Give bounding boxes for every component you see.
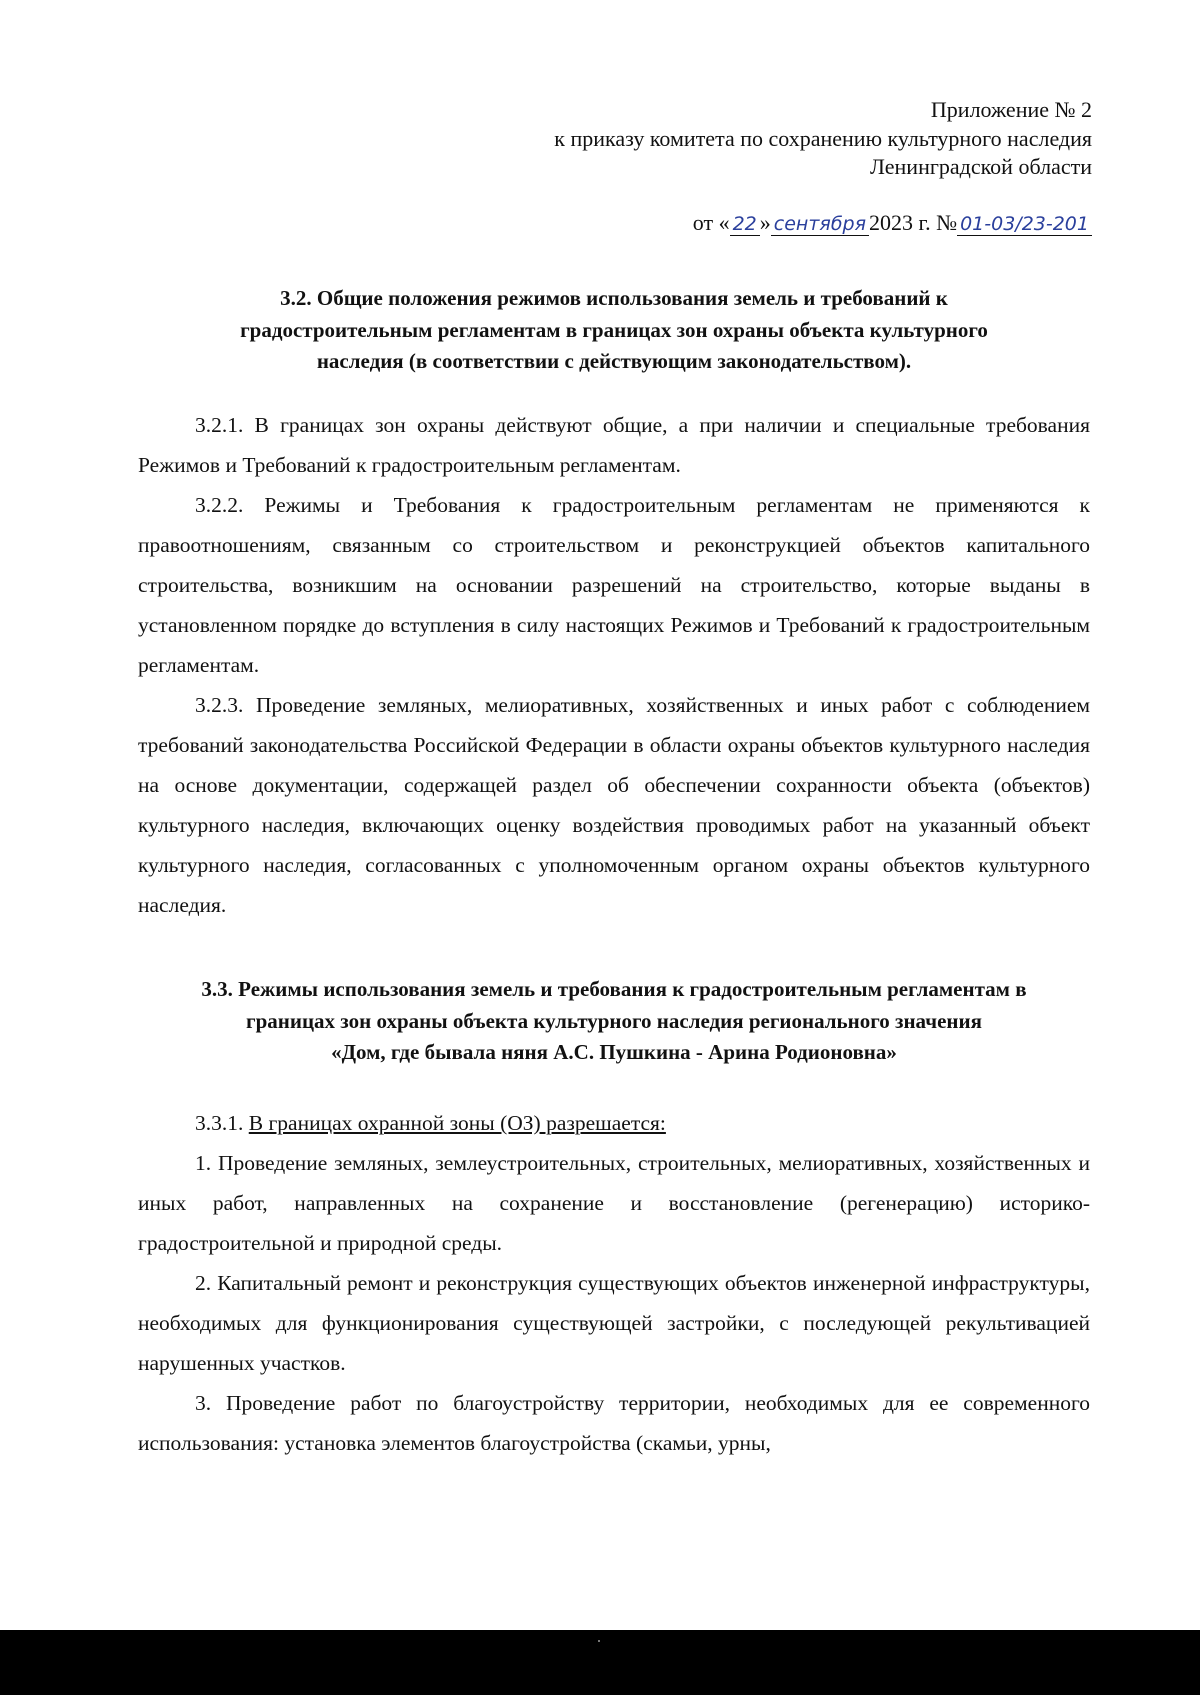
section-3-3-title-line-3: «Дом, где бывала няня А.С. Пушкина - Арина Родионовна»	[331, 1040, 897, 1064]
paragraph-3-2-2: 3.2.2. Режимы и Требования к градостроительным регламентам не применяются к правоотношениям, связанным со строительством и реконструкцией объектов капитального строительства, возникшим на основании разрешений на строительство, которые выданы в установленном порядке до вступления в силу настоящих Режимов и Требований к градостроительным регламентам.	[138, 493, 1090, 677]
section-3-3-title-line-2: границах зон охраны объекта культурного наследия регионального значения	[246, 1008, 982, 1033]
order-date-line	[554, 208, 1092, 239]
list-item-1: 1. Проведение земляных, землеустроительных, строительных, мелиоративных, хозяйственных и иных работ, направленных на сохранение и восстановление (регенерацию) историко-градостроительной и природной среды.	[138, 1151, 1090, 1255]
appendix-number: Приложение № 2	[930, 97, 1092, 122]
paragraph-3-2-1: 3.2.1. В границах зон охраны действуют общие, а при наличии и специальные требования Режимов и Требований к градостроительным регламентам.	[138, 413, 1090, 477]
order-reference: к приказу комитета по сохранению культурного наследия	[554, 125, 1092, 151]
order-year: 2023 г. №	[869, 209, 958, 235]
handwritten-order-number: 01-03/23-201	[957, 213, 1092, 236]
quote-close: »	[759, 209, 771, 235]
section-3-3-title-line-1: 3.3. Режимы использования земель и требования к градостроительным регламентам в	[201, 977, 1027, 1001]
region-name: Ленинградской области	[870, 154, 1092, 179]
handwritten-day: 22	[730, 213, 760, 236]
section-3-2-title-block	[138, 283, 1090, 378]
section-3-3-title-block	[138, 974, 1090, 1069]
scan-bottom-border	[0, 1630, 1200, 1695]
handwritten-month: сентября	[771, 213, 869, 236]
date-prefix: от «	[692, 209, 730, 235]
subsection-heading-text: В границах охранной зоны (ОЗ) разрешается:	[248, 1111, 666, 1135]
list-item-3: 3. Проведение работ по благоустройству территории, необходимых для ее современного использования: установка элементов благоустройства (скамьи, урны,	[138, 1391, 1090, 1455]
section-3-2-body	[138, 405, 1090, 925]
paragraph-3-2-3: 3.2.3. Проведение земляных, мелиоративных, хозяйственных и иных работ с соблюдением требований законодательства Российской Федерации в области охраны объектов культурного наследия на основе документации, содержащей раздел об обеспечении сохранности объекта (объектов) культурного наследия, включающих оценку воздействия проводимых работ на указанный объект культурного наследия, согласованных с уполномоченным органом охраны объектов культурного наследия.	[138, 693, 1090, 917]
appendix-header	[554, 96, 1092, 239]
scan-artifact	[598, 1640, 600, 1642]
subsection-number: 3.3.1.	[195, 1111, 249, 1135]
list-item-2: 2. Капитальный ремонт и реконструкция существующих объектов инженерной инфраструктуры, необходимых для функционирования существующей застройки, с последующей рекультивацией нарушенных участков.	[138, 1271, 1090, 1375]
subsection-3-3-1-heading	[138, 1103, 1090, 1143]
section-3-3-body	[138, 1103, 1090, 1463]
section-3-2-title: 3.2. Общие положения режимов использования земель и требований к градостроительным регламентам в границах зон охраны объекта культурного наследия (в соответствии с действующим законодательством).	[240, 286, 988, 373]
